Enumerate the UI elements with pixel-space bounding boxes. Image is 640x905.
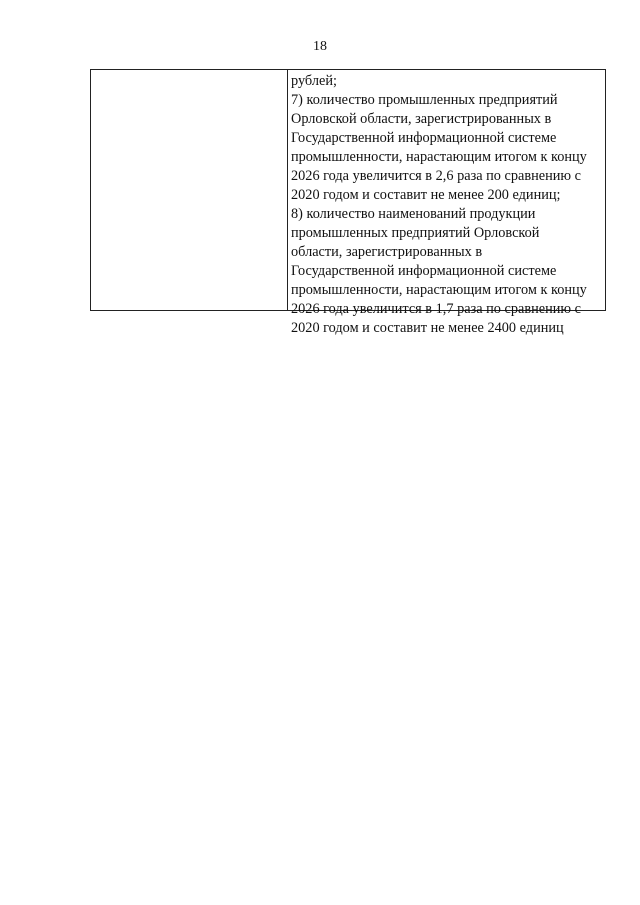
text-line: области, зарегистрированных в xyxy=(291,244,483,260)
text-line: 2026 года увеличится в 1,7 раза по сравнению с xyxy=(291,301,582,317)
text-line: 2020 годом и составит не менее 200 единиц; xyxy=(291,187,561,203)
document-table xyxy=(90,69,606,336)
text-line: промышленности, нарастающим итогом к концу xyxy=(291,149,587,165)
text-line: промышленных предприятий Орловской xyxy=(291,225,540,241)
table-cell-left-empty xyxy=(91,70,288,310)
text-line: 7) количество промышленных предприятий xyxy=(291,92,558,108)
text-line: 2026 года увеличится в 2,6 раза по сравнению с xyxy=(291,168,582,184)
text-line: 8) количество наименований продукции xyxy=(291,206,536,222)
text-line: рублей; xyxy=(291,73,337,89)
table-cell-right-text xyxy=(288,70,605,336)
text-line: промышленности, нарастающим итогом к концу xyxy=(291,282,587,298)
text-line: 2020 годом и составит не менее 2400 единиц xyxy=(291,320,564,336)
text-line: Государственной информационной системе xyxy=(291,263,557,279)
text-line: Орловской области, зарегистрированных в xyxy=(291,111,552,127)
text-line: Государственной информационной системе xyxy=(291,130,557,146)
page-number: 18 xyxy=(313,39,327,54)
